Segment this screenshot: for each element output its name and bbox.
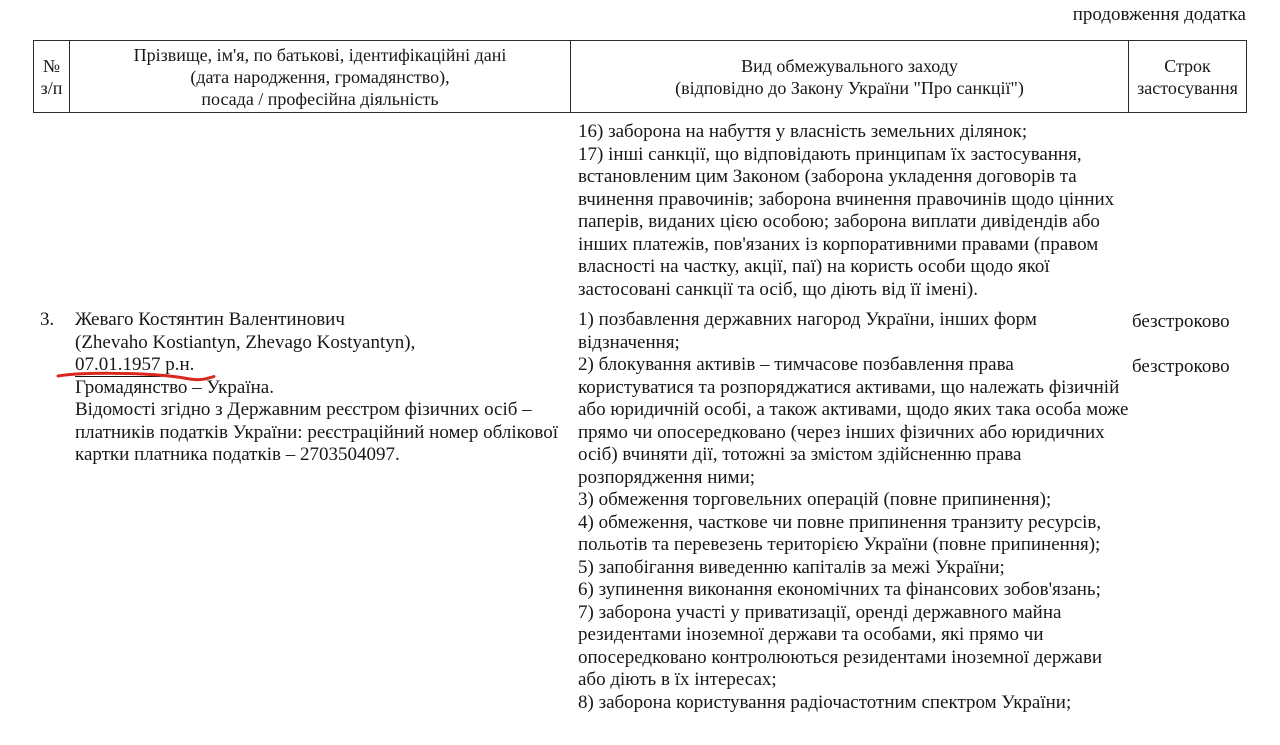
header-col-term-line: застосування bbox=[1137, 77, 1238, 98]
table-header-row bbox=[33, 40, 1247, 113]
person-registry-info: Відомості згідно з Державним реєстром фізичних осіб – платників податків України: реєстраційний номер облікової картки платника податків – 2703504097. bbox=[75, 399, 559, 465]
person-dob: 07.01.1957 bbox=[75, 354, 161, 375]
continuation-label: продовження додатка bbox=[1072, 4, 1246, 25]
header-col-measure-line: Вид обмежувального заходу bbox=[741, 55, 958, 76]
header-col-person-line: посада / професійна діяльність bbox=[201, 88, 439, 109]
header-col-number bbox=[34, 41, 70, 112]
header-col-person-line: Прізвище, ім'я, по батькові, ідентифікаційні дані bbox=[133, 44, 507, 65]
person-translit: (Zhevaho Kostiantyn, Zhevago Kostyantyn), bbox=[75, 331, 416, 353]
measures-cell bbox=[578, 309, 1129, 714]
person-citizenship: Громадянство – Україна. bbox=[75, 376, 274, 398]
header-col-person-line: (дата народження, громадянство), bbox=[190, 66, 450, 87]
continuation-measures-cell bbox=[578, 121, 1129, 301]
measure-item: 2) блокування активів – тимчасове позбавлення права користуватися та розпоряджатися активами, що належать фізичній або юридичній особі, а також активами, щодо яких така особа може прямо чи опосередковано (через інших фізичних або юридичних осіб) вчиняти дії, тотожні за змістом здійсненню права розпорядження ними; bbox=[578, 354, 1129, 488]
row-number: 3. bbox=[40, 309, 55, 330]
measure-item: 1) позбавлення державних нагород України, інших форм відзначення; bbox=[578, 309, 1037, 353]
measure-item: 5) запобігання виведенню капіталів за межі України; bbox=[578, 556, 1005, 578]
header-col-number-line: з/п bbox=[40, 77, 63, 98]
header-col-term-line: Строк bbox=[1164, 55, 1211, 76]
term-value: безстроково bbox=[1132, 356, 1230, 377]
measure-item: 7) заборона участі у приватизації, оренді державного майна резидентами іноземної держави та особами, які прямо чи опосередковано контролюються резидентами іноземної держави або діють в їх інтересах; bbox=[578, 601, 1103, 690]
measure-item: 3) обмеження торговельних операцій (повне припинення); bbox=[578, 489, 1052, 510]
person-cell bbox=[75, 309, 569, 467]
person-dob-suffix: р.н. bbox=[160, 354, 195, 375]
measure-item: 4) обмеження, часткове чи повне припинення транзиту ресурсів, польотів та перевезень територією України (повне припинення); bbox=[578, 511, 1102, 555]
measure-item: 6) зупинення виконання економічних та фінансових зобов'язань; bbox=[578, 579, 1101, 600]
measure-item: 16) заборона на набуття у власність земельних ділянок; bbox=[578, 121, 1028, 142]
header-col-person bbox=[70, 41, 571, 112]
measure-item: 17) інші санкції, що відповідають принципам їх застосування, встановленим цим Законом (заборона укладення договорів та вчинення правочинів; заборона вчинення правочинів щодо цінних паперів, виданих цією особою; заборона виплати дивідендів або інших платежів, пов'язаних із корпоративними правами (правом власності на частку, акції, паї) на користь особи щодо якої застосовані санкції та осіб, що діють від її імені). bbox=[578, 143, 1115, 300]
header-col-number-line: № bbox=[42, 55, 61, 76]
header-col-measure bbox=[571, 41, 1129, 112]
header-col-measure-line: (відповідно до Закону України "Про санкції") bbox=[675, 77, 1024, 98]
header-col-term bbox=[1129, 41, 1246, 112]
person-name: Жеваго Костянтин Валентинович bbox=[75, 309, 345, 330]
person-dob-line bbox=[75, 354, 569, 377]
term-value: безстроково bbox=[1132, 311, 1230, 332]
measure-item: 8) заборона користування радіочастотним спектром України; bbox=[578, 691, 1072, 713]
